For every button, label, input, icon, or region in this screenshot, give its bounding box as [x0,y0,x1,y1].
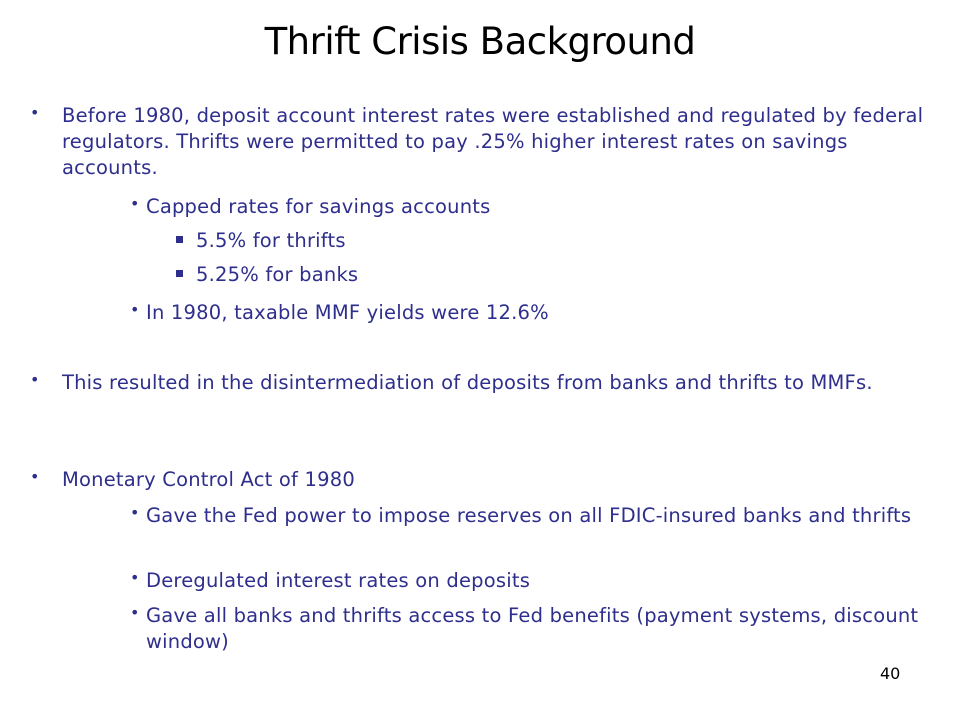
bullet-marker: • [30,370,40,389]
sub-bullet-marker: • [130,603,140,622]
bullet-text: Before 1980, deposit account interest rates were established and regulated by federal regulators. Thrifts were permitted to pay .25% higher interest rates on savings accounts. [62,104,924,179]
sub-bullet-marker: • [130,503,140,522]
slide-title: Thrift Crisis Background [264,20,696,63]
square-bullet-icon [176,236,183,243]
square-bullet-icon [176,270,183,277]
bullet-text: Monetary Control Act of 1980 [62,468,355,491]
sub-sub-bullet-text: 5.25% for banks [196,263,359,286]
sub-bullet-marker: • [130,568,140,587]
sub-bullet-text: Gave the Fed power to impose reserves on all FDIC-insured banks and thrifts [146,504,912,527]
sub-bullet-text: Gave all banks and thrifts access to Fed benefits (payment systems, discount window) [146,604,919,653]
bullet-text: This resulted in the disintermediation of deposits from banks and thrifts to MMFs. [62,371,873,394]
sub-bullet-text: Deregulated interest rates on deposits [146,569,531,592]
bullet-marker: • [30,467,40,486]
page-number: 40 [880,664,901,683]
sub-bullet-text: In 1980, taxable MMF yields were 12.6% [146,301,549,324]
sub-bullet-marker: • [130,194,140,213]
bullet-marker: • [30,103,40,122]
sub-bullet-text: Capped rates for savings accounts [146,195,491,218]
sub-sub-bullet-text: 5.5% for thrifts [196,229,346,252]
sub-bullet-marker: • [130,300,140,319]
